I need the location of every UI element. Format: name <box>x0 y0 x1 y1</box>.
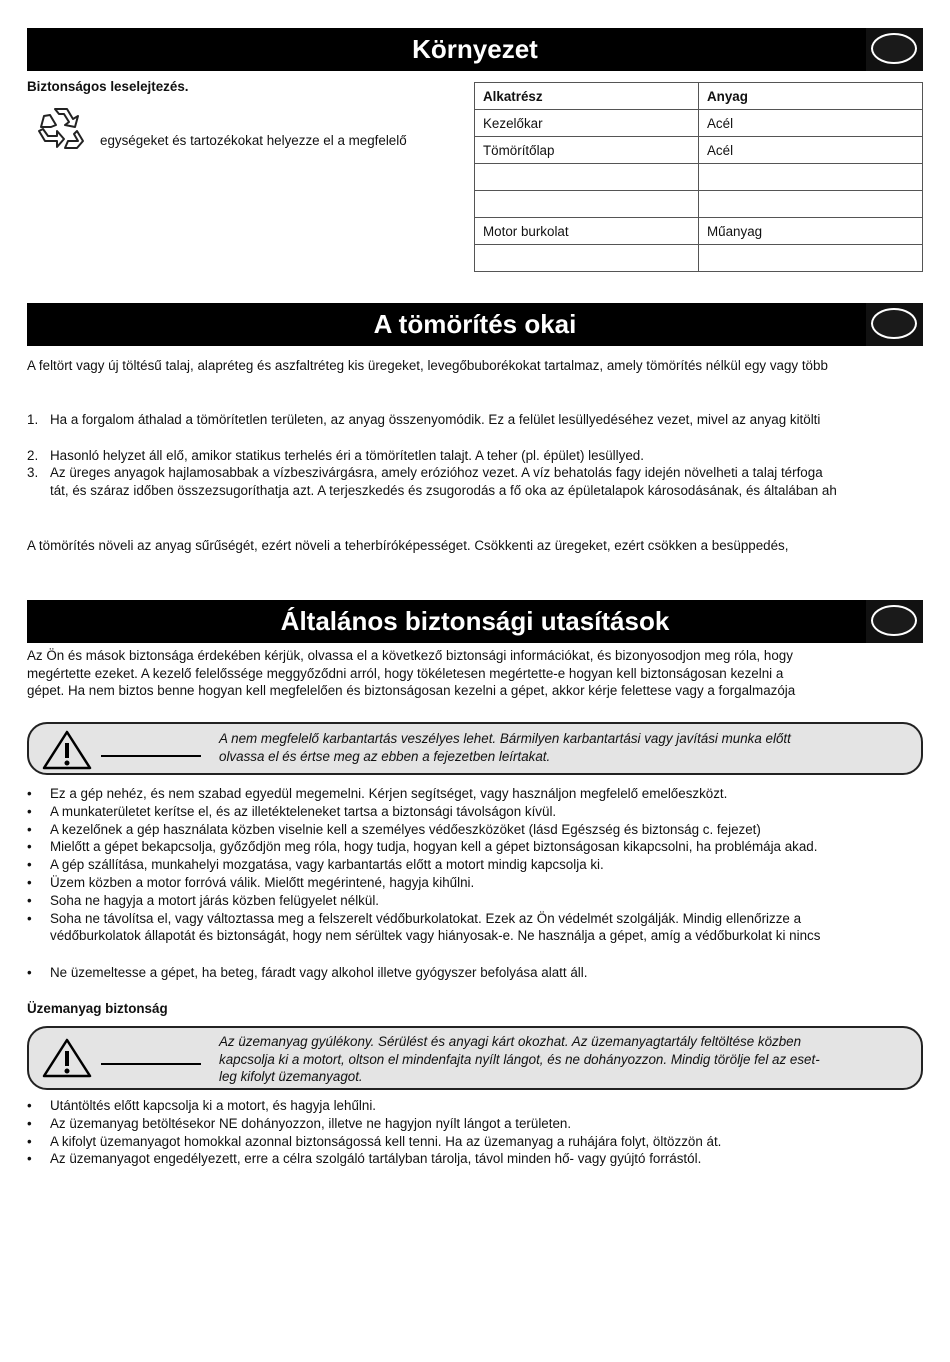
warning-text: Az üzemanyag gyúlékony. Sérülést és anyagi kárt okozhat. Az üzemanyagtartály feltöltése közben kapcsolja ki a motort, oltson el mindenfajta nyílt lángot, és ne dohányozzon. Mindig törölje fel az eset- leg kifolyt üzemanyagot. <box>219 1034 820 1085</box>
safety-intro-line: megértette ezeket. A kezelő felelőssége meggyőződni arról, hogy tökéletesen megértette-e hogyan kell biztonságosan kezelni a <box>27 666 784 681</box>
table-cell <box>475 191 699 218</box>
list-item: • Soha ne távolítsa el, vagy változtassa meg a felszerelt védőburkolatokat. Ezek az Ön védelmét szolgálják. Mindig ellenőrizze a védőburkolatok állapotát és biztonságát, hogy nem sérültek vagy hiányosak-e. Ne használja a gépet, amíg a védőburkolat ki nincs <box>27 910 820 946</box>
table-cell: Motor burkolat <box>475 218 699 245</box>
item-number: 1. <box>27 412 39 427</box>
section-title: Általános biztonsági utasítások <box>280 606 670 636</box>
table-cell <box>475 245 699 272</box>
safety-bullets-extra <box>27 964 587 982</box>
table-cell: Kezelőkar <box>475 110 699 137</box>
section-title: Környezet <box>412 34 538 64</box>
list-item: • Üzem közben a motor forróvá válik. Mielőtt megérintené, hagyja kihűlni. <box>27 874 820 892</box>
table-row <box>475 218 923 245</box>
table-cell <box>475 164 699 191</box>
item-text: Az üreges anyagok hajlamosabbak a vízbeszivárgásra, amely erózióhoz vezet. A víz behatolás fagy idején növelheti a talaj térfoga tát, és száraz időben összezsugoríthatja azt. A terjeszkedés és zsugorodás a fő oka az épületalapok károsodásának, és általában ah <box>50 465 837 498</box>
list-item: • A gép szállítása, munkahelyi mozgatása, vagy karbantartás előtt a motort mindig kapcsolja ki. <box>27 856 820 874</box>
item-text: Ha a forgalom áthalad a tömörítetlen területen, az anyag összenyomódik. Ez a felület lesüllyedéséhez vezet, mivel az anyag kitölti <box>50 412 821 427</box>
list-item: • Az üzemanyagot engedélyezett, erre a célra szolgáló tartályban tárolja, távol minden hő- vagy gyújtó forrástól. <box>27 1150 721 1168</box>
section-header-tomorites <box>27 303 923 346</box>
material-table <box>474 82 923 272</box>
table-cell <box>699 191 923 218</box>
section-title: A tömörítés okai <box>373 309 577 339</box>
warning-icon <box>41 729 93 771</box>
disposal-heading: Biztonságos leselejtezés. <box>27 79 189 94</box>
table-cell <box>699 245 923 272</box>
table-row <box>475 245 923 272</box>
section-header-kornyezet <box>27 28 923 71</box>
list-item: • Soha ne hagyja a motort járás közben felügyelet nélkül. <box>27 892 820 910</box>
list-item <box>27 464 837 499</box>
safety-bullets <box>27 785 820 945</box>
table-header-cell: Alkatrész <box>475 83 699 110</box>
safety-intro-line: gépet. Ha nem biztos benne hogyan kell megfelelően és biztonságosan kezelni a gépet, akkor kérje felettese vagy a forgalmazója <box>27 683 796 698</box>
disposal-text: egységeket és tartozékokat helyezze el a megfelelő <box>100 133 407 148</box>
table-header-row <box>475 83 923 110</box>
list-item: • Mielőtt a gépet bekapcsolja, győződjön meg róla, hogy tudja, hogyan kell a gépet biztonságosan kikapcsolni, ha problémája akad. <box>27 838 820 856</box>
language-tab <box>866 28 923 71</box>
table-cell: Acél <box>699 137 923 164</box>
compaction-outro: A tömörítés növeli az anyag sűrűségét, ezért növeli a teherbíróképességet. Csökkenti az üregeket, ezért csökken a besüppedés, <box>27 538 789 553</box>
divider <box>101 1063 201 1065</box>
list-item <box>27 411 837 429</box>
warning-text: A nem megfelelő karbantartás veszélyes lehet. Bármilyen karbantartási vagy javítási munka előtt olvassa el és értse meg az ebben a fejezetben leírtakat. <box>219 731 791 764</box>
maintenance-warning-box <box>27 722 923 775</box>
list-item: • Az üzemanyag betöltésekor NE dohányozzon, illetve ne hagyjon nyílt lángot a területen. <box>27 1115 721 1133</box>
list-item: • A kezelőnek a gép használata közben viselnie kell a személyes védőeszközöket (lásd Egészség és biztonság c. fejezet) <box>27 821 820 839</box>
divider <box>101 755 201 757</box>
item-text: Hasonló helyzet áll elő, amikor statikus terhelés éri a tömörítetlen talajt. A teher (pl. épület) lesüllyed. <box>50 447 644 463</box>
warning-icon <box>41 1037 93 1079</box>
recycle-icon <box>33 103 93 153</box>
list-item: • A munkaterületet kerítse el, és az illetékteleneket tartsa a biztonsági távolságon kívül. <box>27 803 820 821</box>
list-item: • Utántöltés előtt kapcsolja ki a motort, és hagyja lehűlni. <box>27 1097 721 1115</box>
list-item <box>27 447 837 465</box>
reasons-list <box>27 411 837 499</box>
language-tab <box>866 303 923 346</box>
list-item: • A kifolyt üzemanyagot homokkal azonnal biztonságossá kell tenni. Ha az üzemanyag a ruhájára folyt, öltözzön át. <box>27 1133 721 1151</box>
fuel-safety-heading: Üzemanyag biztonság <box>27 1001 168 1016</box>
list-item: • Ez a gép nehéz, és nem szabad egyedül megemelni. Kérjen segítséget, vagy használjon megfelelő emelőeszközt. <box>27 785 820 803</box>
table-cell: Műanyag <box>699 218 923 245</box>
table-cell: Acél <box>699 110 923 137</box>
table-header-cell: Anyag <box>699 83 923 110</box>
table-cell <box>699 164 923 191</box>
compaction-intro: A feltört vagy új töltésű talaj, alapréteg és aszfaltréteg kis üregeket, levegőbuborékokat tartalmaz, amely tömörítés nélkül egy vagy több <box>27 358 828 373</box>
safety-intro-line: Az Ön és mások biztonsága érdekében kérjük, olvassa el a következő biztonsági információkat, és bizonyosodjon meg róla, hogy <box>27 648 793 663</box>
table-row <box>475 191 923 218</box>
section-header-biztonsag <box>27 600 923 643</box>
item-number: 2. <box>27 447 39 463</box>
table-row <box>475 110 923 137</box>
list-item: • Ne üzemeltesse a gépet, ha beteg, fáradt vagy alkohol illetve gyógyszer befolyása alatt áll. <box>27 964 587 982</box>
fuel-bullets <box>27 1097 721 1168</box>
fuel-warning-box <box>27 1026 923 1090</box>
item-number: 3. <box>27 465 39 481</box>
table-cell: Tömörítőlap <box>475 137 699 164</box>
language-tab <box>866 600 923 643</box>
table-row <box>475 164 923 191</box>
table-row <box>475 137 923 164</box>
